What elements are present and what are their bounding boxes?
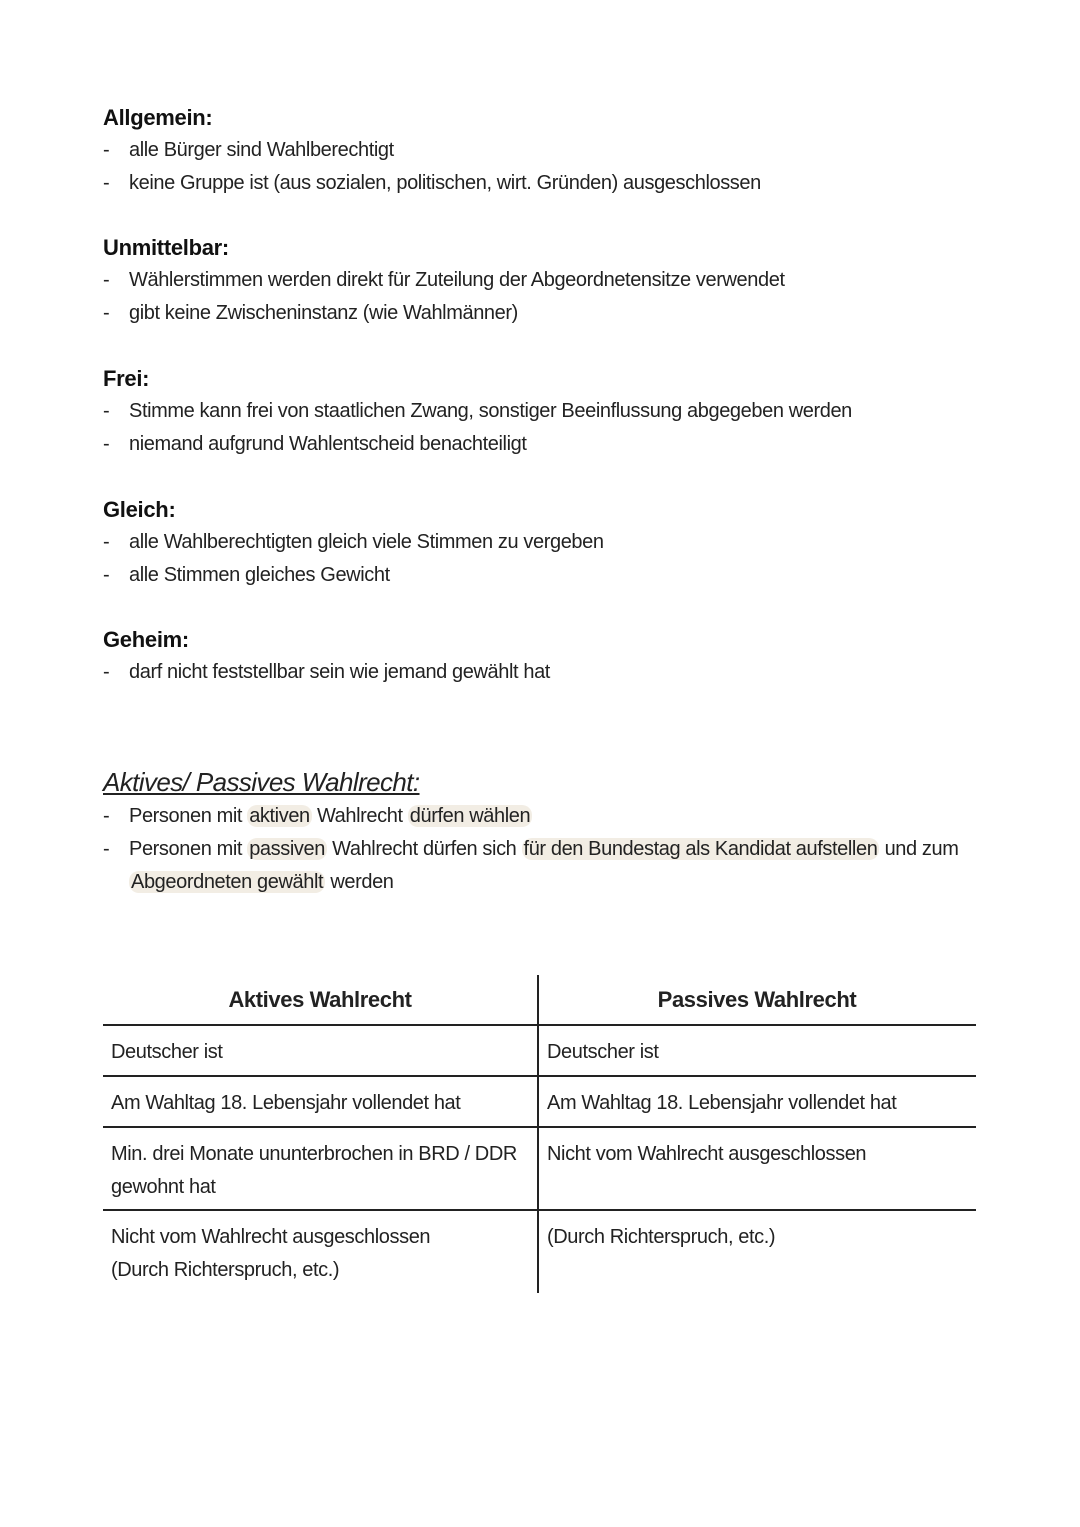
list-item-text: gibt keine Zwischeninstanz (wie Wahlmänner) (129, 302, 518, 324)
bullet-dash: - (103, 269, 110, 291)
table-row (103, 1077, 976, 1128)
bullet-dash: - (103, 838, 110, 860)
text-segment: Wahlrecht dürfen sich (326, 838, 522, 860)
table-row (103, 1128, 976, 1211)
list-item (103, 526, 1003, 559)
table-cell (103, 1211, 539, 1293)
table-cell (103, 1026, 539, 1075)
table-header-row (103, 975, 976, 1026)
highlighted-text: passiven (249, 838, 325, 860)
bullet-dash: - (103, 805, 110, 827)
list-item-text: darf nicht feststellbar sein wie jemand gewählt hat (129, 661, 550, 683)
list-item-text: keine Gruppe ist (aus sozialen, politischen, wirt. Gründen) ausgeschlossen (129, 172, 761, 194)
list-item (103, 264, 1003, 297)
list-item (103, 297, 1003, 330)
cell-text: (Durch Richterspruch, etc.) (111, 1259, 340, 1281)
wahlrecht-table (103, 975, 976, 1293)
text-segment: Personen mit (129, 838, 248, 860)
cell-text: Am Wahltag 18. Lebensjahr vollendet hat (111, 1092, 461, 1114)
cell-text: (Durch Richterspruch, etc.) (547, 1226, 776, 1248)
cell-text: Deutscher ist (111, 1041, 223, 1063)
section-gleich (103, 496, 1003, 592)
table-cell (103, 1128, 539, 1209)
list-item (103, 134, 1003, 167)
highlighted-text: Abgeordneten gewählt (131, 871, 324, 893)
bullet-dash: - (103, 531, 110, 553)
list-item-text: Stimme kann frei von staatlichen Zwang, sonstiger Beeinflussung abgegeben werden (129, 400, 852, 422)
table-row (103, 1211, 976, 1293)
bullet-dash: - (103, 172, 110, 194)
section-heading: Geheim: (103, 627, 189, 652)
highlighted-text: dürfen wählen (409, 805, 531, 827)
list-item-text: niemand aufgrund Wahlentscheid benachteiligt (129, 433, 527, 455)
list-item-text: Wählerstimmen werden direkt für Zuteilung der Abgeordnetensitze verwendet (129, 269, 785, 291)
cell-text: Deutscher ist (547, 1041, 659, 1063)
cell-text: Am Wahltag 18. Lebensjahr vollendet hat (547, 1092, 897, 1114)
section-wahlrecht (103, 766, 1003, 899)
text-segment: werden (325, 871, 394, 893)
table-header-passiv: Passives Wahlrecht (657, 987, 857, 1012)
bullet-dash: - (103, 661, 110, 683)
list-item-text: alle Bürger sind Wahlberechtigt (129, 139, 394, 161)
list-item (103, 833, 1003, 899)
wahlrecht-title: Aktives/ Passives Wahlrecht: (103, 767, 420, 797)
cell-text: Min. drei Monate ununterbrochen in BRD / DDR (111, 1143, 517, 1165)
cell-text: Nicht vom Wahlrecht ausgeschlossen (547, 1143, 867, 1165)
text-segment: Wahlrecht (311, 805, 408, 827)
list-item (103, 395, 1003, 428)
bullet-dash: - (103, 139, 110, 161)
section-heading: Gleich: (103, 497, 176, 522)
section-frei (103, 365, 1003, 461)
section-allgemein (103, 104, 1003, 200)
table-cell (539, 1077, 975, 1126)
table-row (103, 1026, 976, 1077)
highlighted-text: für den Bundestag als Kandidat aufstellen (523, 838, 878, 860)
list-item (103, 167, 1003, 200)
table-header-aktiv: Aktives Wahlrecht (103, 975, 539, 1024)
section-heading: Unmittelbar: (103, 235, 229, 260)
list-item-text: alle Wahlberechtigten gleich viele Stimmen zu vergeben (129, 531, 604, 553)
section-heading: Frei: (103, 366, 150, 391)
table-cell (103, 1077, 539, 1126)
table-cell (539, 1128, 975, 1209)
section-heading: Allgemein: (103, 105, 213, 130)
bullet-dash: - (103, 433, 110, 455)
list-item (103, 800, 1003, 833)
highlighted-text: aktiven (249, 805, 310, 827)
section-geheim (103, 626, 1003, 689)
list-item (103, 656, 1003, 689)
section-unmittelbar (103, 234, 1003, 330)
bullet-dash: - (103, 400, 110, 422)
table-cell (539, 1211, 975, 1293)
text-segment: Personen mit (129, 805, 248, 827)
text-segment: und zum (879, 838, 959, 860)
table-cell (539, 1026, 975, 1075)
list-item (103, 559, 1003, 592)
bullet-dash: - (103, 302, 110, 324)
list-item (103, 428, 1003, 461)
list-item-text: alle Stimmen gleiches Gewicht (129, 564, 390, 586)
bullet-dash: - (103, 564, 110, 586)
cell-text: gewohnt hat (111, 1176, 216, 1198)
cell-text: Nicht vom Wahlrecht ausgeschlossen (111, 1226, 431, 1248)
